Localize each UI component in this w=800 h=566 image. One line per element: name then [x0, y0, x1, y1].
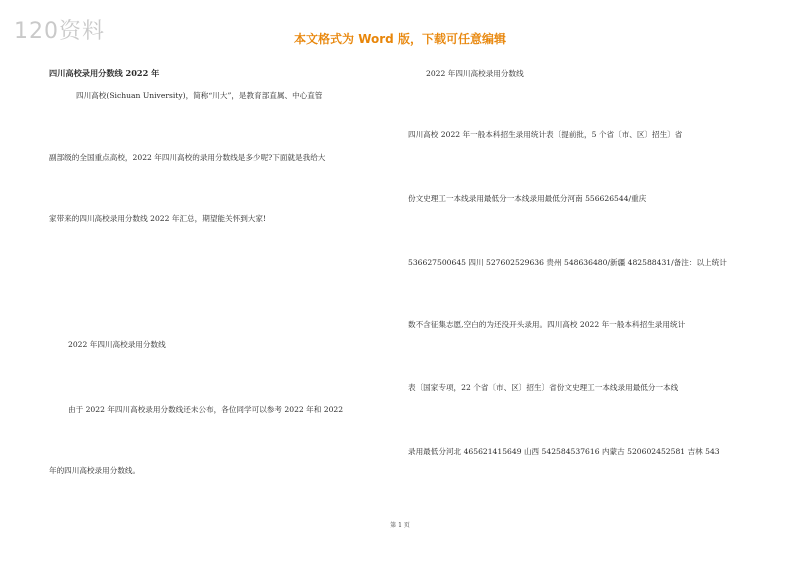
paragraph-line: 四川高校 2022 年一般本科招生录用统计表〔提前批，5 个省〔市、区〕招生〕省 — [408, 130, 683, 139]
paragraph-line: 由于 2022 年四川高校录用分数线还未公布，各位同学可以参考 2022 年和 2022 — [68, 405, 344, 414]
section-heading: 2022 年四川高校录用分数线 — [426, 69, 524, 78]
paragraph-line: 副部级的全国重点高校，2022 年四川高校的录用分数线是多少呢?下面就是我给大 — [49, 153, 326, 162]
paragraph-line: 年的四川高校录用分数线。 — [49, 466, 141, 475]
page-number: 第 1 页 — [390, 522, 410, 529]
watermark-logo: 120资料 — [14, 19, 105, 44]
paragraph-line: 录用最低分河北 465621415649 山西 542584537616 内蒙古 520602452581 吉林 543 — [408, 447, 720, 456]
paragraph-line: 家带来的四川高校录用分数线 2022 年汇总，期望能关怀到大家! — [49, 214, 267, 223]
section-heading: 2022 年四川高校录用分数线 — [68, 340, 166, 349]
format-banner: 本文格式为 Word 版，下载可任意编辑 — [294, 32, 506, 46]
paragraph-line: 536627500645 四川 527602529636 贵州 548636480/新疆 482588431/备注：以上统计 — [408, 258, 727, 267]
paragraph-line: 数不含征集志愿,空白的为还没开头录用。四川高校 2022 年一般本科招生录用统计 — [408, 320, 686, 329]
paragraph-line: 份文史理工一本线录用最低分一本线录用最低分河南 556626544/重庆 — [408, 194, 647, 203]
document-title: 四川高校录用分数线 2022 年 — [49, 68, 160, 78]
paragraph-line: 四川高校(Sichuan University)，简称“川大”，是教育部直属、中心直管 — [76, 91, 323, 100]
paragraph-line: 表〔国家专项，22 个省〔市、区〕招生〕省份文史理工一本线录用最低分一本线 — [408, 383, 679, 392]
